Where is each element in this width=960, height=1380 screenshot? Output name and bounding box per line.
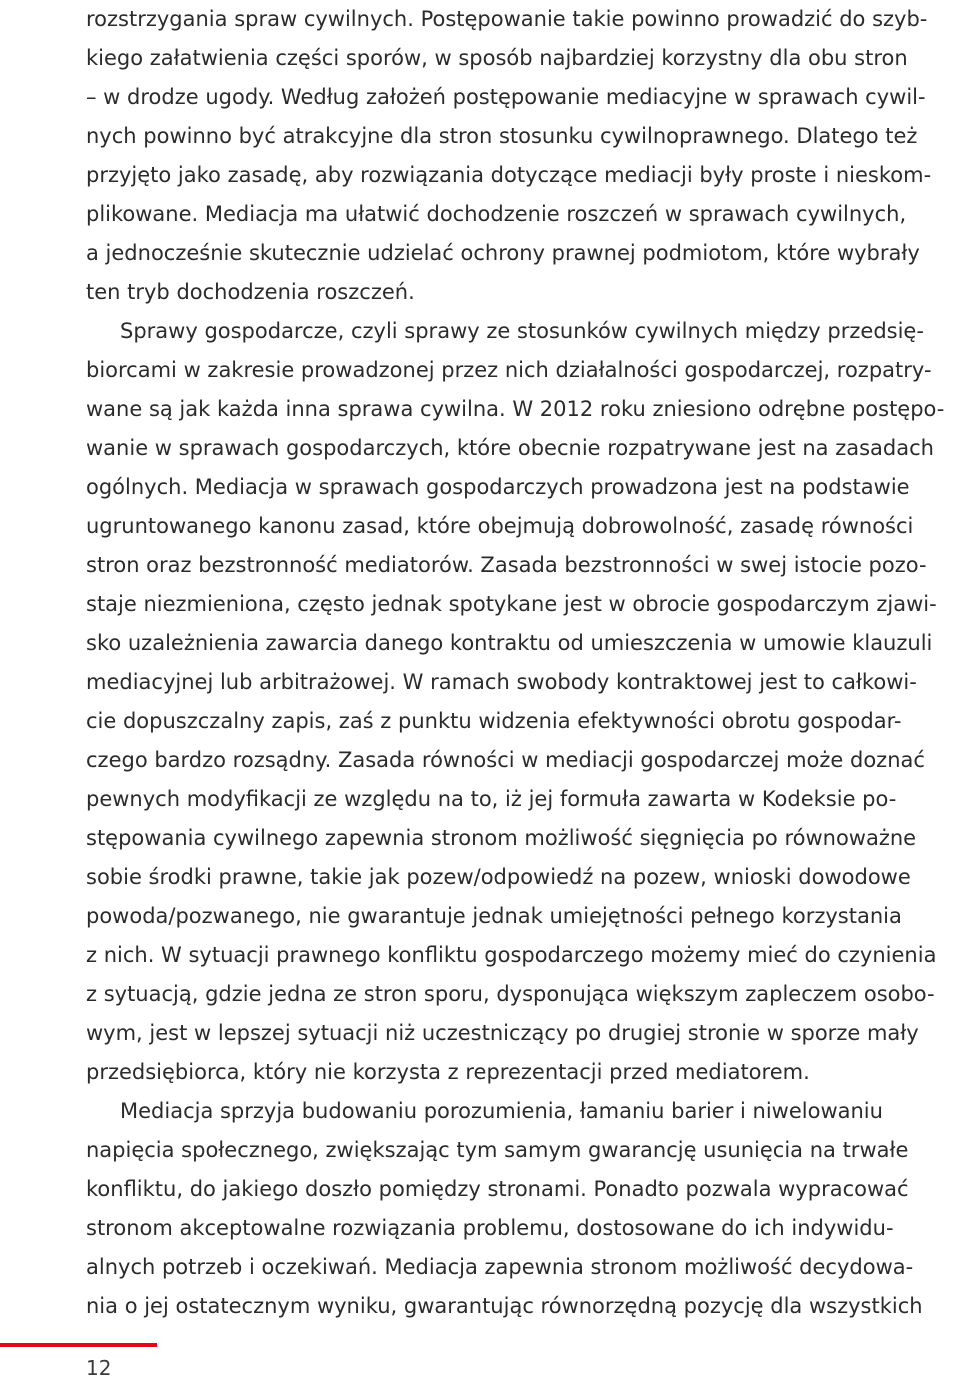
text-line: cie dopuszczalny zapis, zaś z punktu widzenia efektywności obrotu gospodar- [86,709,902,733]
text-line: staje niezmieniona, często jednak spotykane jest w obrocie gospodarczym zjawi- [86,592,937,616]
text-line: stron oraz bezstronność mediatorów. Zasada bezstronności w swej istocie pozo- [86,553,927,577]
text-line: biorcami w zakresie prowadzonej przez nich działalności gospodarczej, rozpatry- [86,358,932,382]
text-line: ten tryb dochodzenia roszczeń. [86,280,415,304]
text-line: – w drodze ugody. Według założeń postępowanie mediacyjne w sprawach cywil- [86,85,926,109]
text-line: przedsiębiorca, który nie korzysta z reprezentacji przed mediatorem. [86,1060,810,1084]
text-line: mediacyjnej lub arbitrażowej. W ramach swobody kontraktowej jest to całkowi- [86,670,917,694]
text-line: Mediacja sprzyja budowaniu porozumienia, łamaniu barier i niwelowaniu [120,1099,883,1123]
text-line: nych powinno być atrakcyjne dla stron stosunku cywilnoprawnego. Dlatego też [86,124,918,148]
text-line: czego bardzo rozsądny. Zasada równości w mediacji gospodarczej może doznać [86,748,925,772]
text-line: Sprawy gospodarcze, czyli sprawy ze stosunków cywilnych między przedsię- [120,319,924,343]
paragraph-2 [86,312,954,1092]
paragraph-1 [86,0,954,312]
text-line: a jednocześnie skutecznie udzielać ochrony prawnej podmiotom, które wybrały [86,241,920,265]
text-line: ugruntowanego kanonu zasad, które obejmują dobrowolność, zasadę równości [86,514,914,538]
text-line: z nich. W sytuacji prawnego konfliktu gospodarczego możemy mieć do czynienia [86,943,937,967]
text-line: wym, jest w lepszej sytuacji niż uczestniczący po drugiej stronie w sporze mały [86,1021,919,1045]
text-line: napięcia społecznego, zwiększając tym samym gwarancję usunięcia na trwałe [86,1138,909,1162]
text-line: pewnych modyfikacji ze względu na to, iż jej formuła zawarta w Kodeksie po- [86,787,897,811]
page-body-text [86,0,954,1326]
text-line: ogólnych. Mediacja w sprawach gospodarczych prowadzona jest na podstawie [86,475,910,499]
paragraph-3 [86,1092,954,1326]
text-line: alnych potrzeb i oczekiwań. Mediacja zapewnia stronom możliwość decydowa- [86,1255,914,1279]
text-line: wane są jak każda inna sprawa cywilna. W 2012 roku zniesiono odrębne postępo- [86,397,945,421]
text-line: sobie środki prawne, takie jak pozew/odpowiedź na pozew, wnioski dowodowe [86,865,911,889]
text-line: z sytuacją, gdzie jedna ze stron sporu, dysponująca większym zapleczem osobo- [86,982,935,1006]
page-number: 12 [86,1356,112,1380]
text-line: stępowania cywilnego zapewnia stronom możliwość sięgnięcia po równoważne [86,826,917,850]
text-line: konfliktu, do jakiego doszło pomiędzy stronami. Ponadto pozwala wypracować [86,1177,909,1201]
text-line: powoda/pozwanego, nie gwarantuje jednak umiejętności pełnego korzystania [86,904,902,928]
text-line: nia o jej ostatecznym wyniku, gwarantując równorzędną pozycję dla wszystkich [86,1294,923,1318]
text-line: stronom akceptowalne rozwiązania problemu, dostosowane do ich indywidu- [86,1216,894,1240]
footer-rule [0,1343,157,1347]
text-line: rozstrzygania spraw cywilnych. Postępowanie takie powinno prowadzić do szyb- [86,7,928,31]
text-line: sko uzależnienia zawarcia danego kontraktu od umieszczenia w umowie klauzuli [86,631,933,655]
text-line: plikowane. Mediacja ma ułatwić dochodzenie roszczeń w sprawach cywilnych, [86,202,907,226]
text-line: wanie w sprawach gospodarczych, które obecnie rozpatrywane jest na zasadach [86,436,934,460]
text-line: kiego załatwienia części sporów, w sposób najbardziej korzystny dla obu stron [86,46,908,70]
text-line: przyjęto jako zasadę, aby rozwiązania dotyczące mediacji były proste i nieskom- [86,163,932,187]
